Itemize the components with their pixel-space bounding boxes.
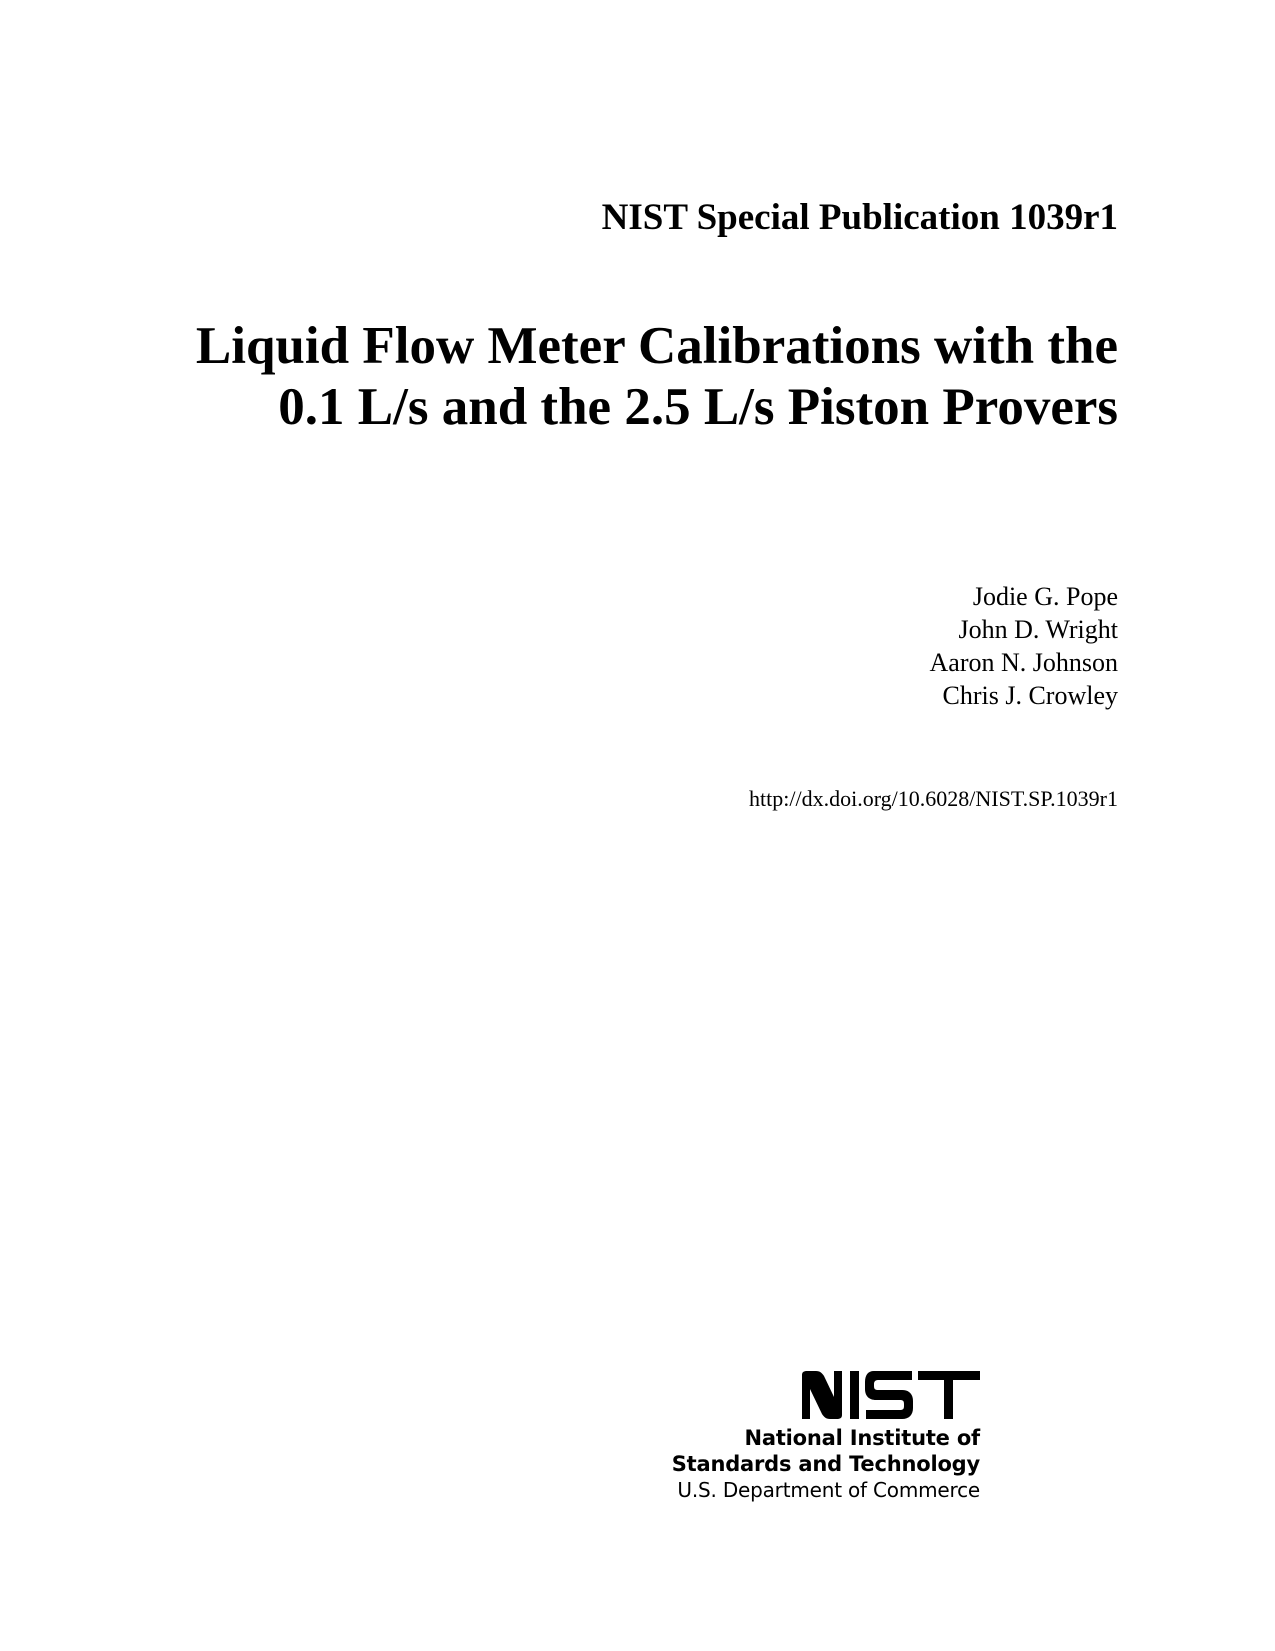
author-name: John D. Wright — [958, 615, 1118, 644]
publication-series: NIST Special Publication 1039r1 — [601, 197, 1118, 238]
document-title — [196, 316, 1118, 438]
document-title-line-1: Liquid Flow Meter Calibrations with the — [195, 317, 1118, 375]
author-name: Aaron N. Johnson — [929, 648, 1118, 677]
logo-institute-line-2: Standards and Technology — [671, 1452, 980, 1476]
logo-department-line: U.S. Department of Commerce — [677, 1478, 980, 1502]
author-name: Jodie G. Pope — [972, 582, 1118, 611]
nist-logo — [660, 1371, 980, 1511]
logo-institute-line-1: National Institute of — [744, 1426, 980, 1450]
nist-wordmark-icon — [802, 1371, 980, 1421]
author-list — [930, 580, 1119, 712]
author-name: Chris J. Crowley — [942, 681, 1118, 710]
doi-link[interactable]: http://dx.doi.org/10.6028/NIST.SP.1039r1 — [749, 786, 1118, 811]
document-title-line-2: 0.1 L/s and the 2.5 L/s Piston Provers — [278, 378, 1118, 436]
